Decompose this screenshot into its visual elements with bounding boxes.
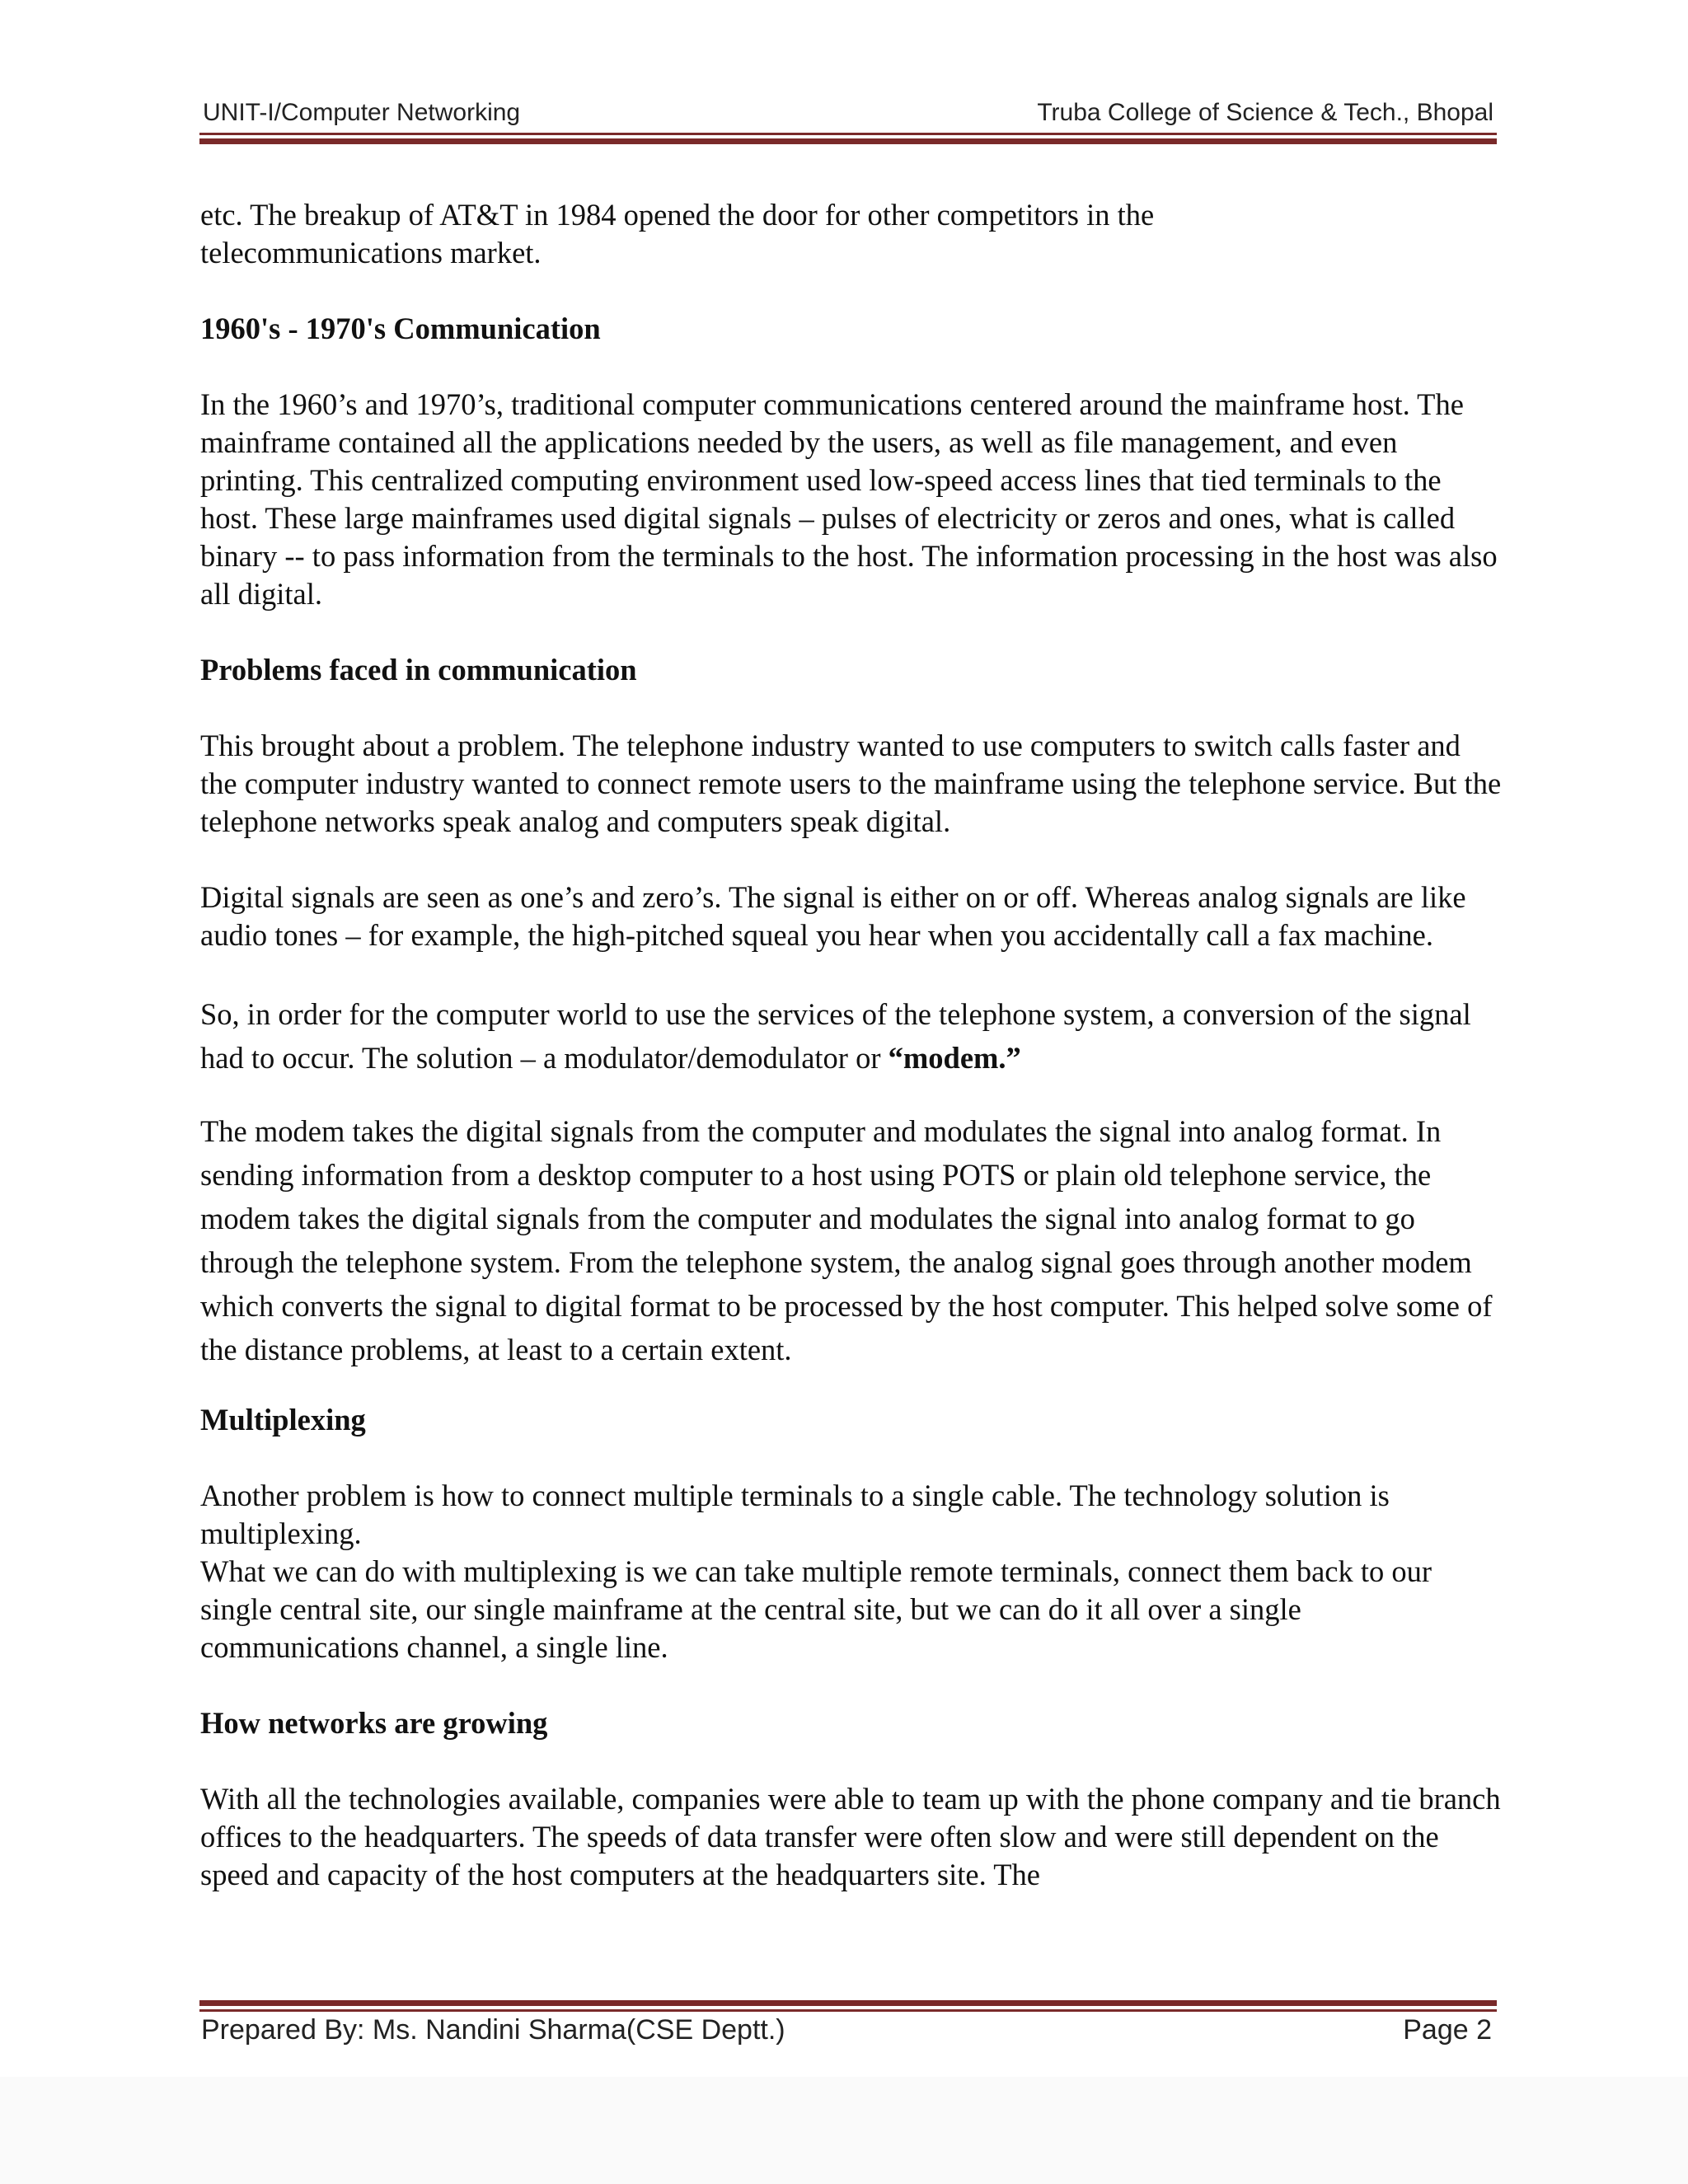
page-bottom-margin xyxy=(0,2077,1688,2184)
header-unit-title: UNIT-I/Computer Networking xyxy=(203,99,521,126)
heading-networks-growing: How networks are growing xyxy=(200,1706,548,1740)
paragraph-telephone-problem: This brought about a problem. The telephone industry wanted to use computers to switch calls faster and the computer industry wanted to connect remote users to the mainframe using the telephone service. But the telephone networks speak analog and computers speak digital. xyxy=(200,729,1502,838)
header-divider xyxy=(199,133,1497,144)
paragraph-multiplexing-1: Another problem is how to connect multiple terminals to a single cable. The technology solution is multiplexing. xyxy=(200,1479,1390,1550)
page-body xyxy=(200,196,1503,1894)
header-college-name: Truba College of Science & Tech., Bhopal xyxy=(1037,99,1493,126)
paragraph-networks-growing: With all the technologies available, companies were able to team up with the phone company and tie branch offices to the headquarters. The speeds of data transfer were often slow and were still dependent on the speed and capacity of the host computers at the headquarters site. The xyxy=(200,1782,1501,1891)
intro-line-2: telecommunications market. xyxy=(200,236,542,269)
footer-divider xyxy=(199,2000,1497,2012)
page-header xyxy=(199,96,1497,132)
paragraph-multiplexing-2: What we can do with multiplexing is we can take multiple remote terminals, connect them back to our single central site, our single mainframe at the central site, but we can do it all over a single communications channel, a single line. xyxy=(200,1554,1432,1664)
paragraph-modem-details: The modem takes the digital signals from the computer and modulates the signal into analog format. In sending information from a desktop computer to a host using POTS or plain old telephone service, the modem takes the digital signals from the computer and modulates the signal into analog format to go through the telephone system. From the telephone system, the analog signal goes through another modem which converts the signal to digital format to be processed by the host computer. This helped solve some of the distance problems, at least to a certain extent. xyxy=(200,1114,1493,1366)
modem-term: “modem.” xyxy=(888,1041,1021,1075)
heading-multiplexing: Multiplexing xyxy=(200,1403,366,1436)
intro-line-1: etc. The breakup of AT&T in 1984 opened the door for other competitors in the xyxy=(200,198,1155,232)
footer-author: Prepared By: Ms. Nandini Sharma(CSE Deptt.) xyxy=(201,2014,785,2046)
page-number: Page 2 xyxy=(1403,2014,1492,2046)
paragraph-modem-intro xyxy=(200,992,1503,1080)
paragraph-digital-analog: Digital signals are seen as one’s and zero’s. The signal is either on or off. Whereas analog signals are like audio tones – for example, the high-pitched squeal you hear when you accidentally call a fax machine. xyxy=(200,880,1466,952)
heading-problems: Problems faced in communication xyxy=(200,653,637,687)
heading-1960s-communication: 1960's - 1970's Communication xyxy=(200,312,601,345)
modem-intro-text: So, in order for the computer world to use the services of the telephone system, a conversion of the signal had to occur. The solution – a modulator/demodulator or xyxy=(200,997,1471,1075)
paragraph-mainframe: In the 1960’s and 1970’s, traditional computer communications centered around the mainframe host. The mainframe contained all the applications needed by the users, as well as file management, and even printing. This centralized computing environment used low-speed access lines that tied terminals to the host. These large mainframes used digital signals – pulses of electricity or zeros and ones, what is called binary -- to pass information from the terminals to the host. The information processing in the host was also all digital. xyxy=(200,387,1498,611)
